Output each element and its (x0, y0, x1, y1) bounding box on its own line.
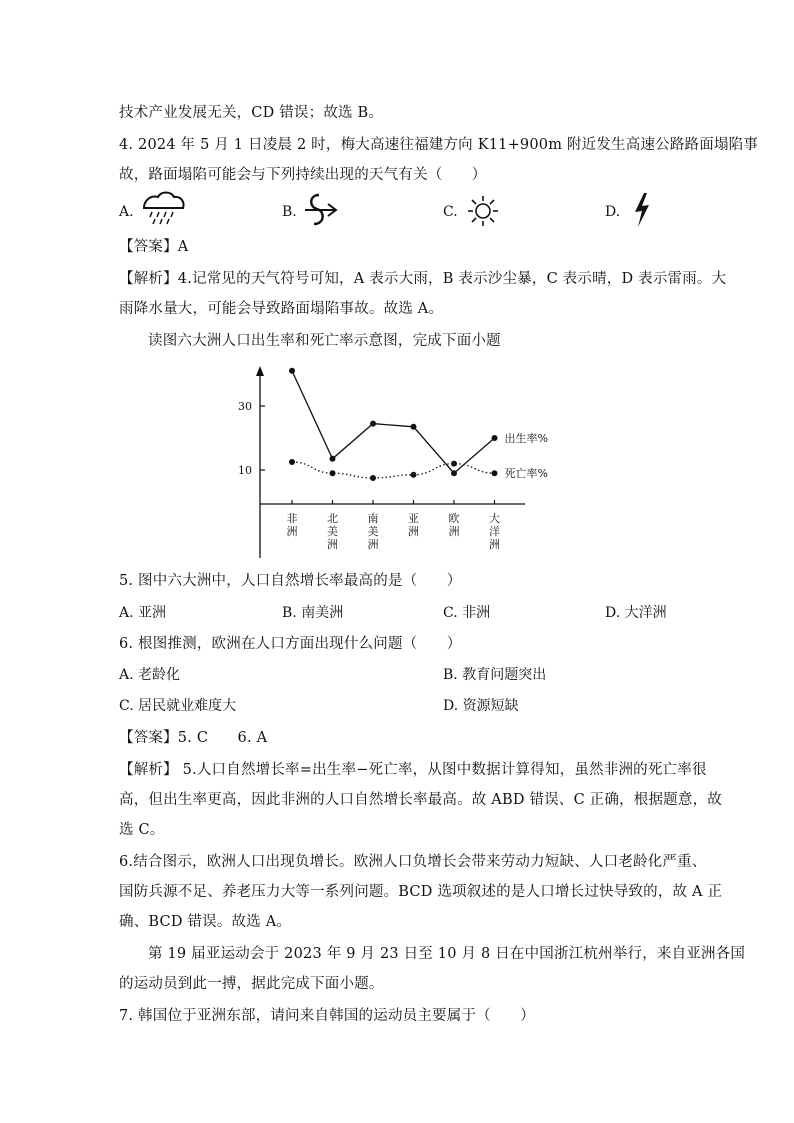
death-rate-point (492, 470, 498, 476)
x-tick-label: 洋 (489, 525, 500, 538)
q5-option-d: D. 大洋洲 (605, 605, 667, 621)
x-tick-label: 洲 (448, 525, 460, 538)
option-letter: D. (605, 204, 621, 220)
death-rate-point (330, 470, 336, 476)
birth-rate-point (451, 470, 457, 476)
series-line-death-rate (292, 462, 495, 478)
birth-rate-point (330, 456, 336, 462)
explanation-5-line-2: 高，但出生率更高，因此非洲的人口自然增长率最高。故 ABD 错误、C 正确，根据题意，故 (119, 792, 722, 808)
death-rate-point (370, 475, 376, 481)
explanation-6-line-3: 确、BCD 错误。故选 A。 (119, 914, 292, 930)
explanation-5-line-1: 【解析】 5.人口自然增长率=出生率−死亡率，从图中数据计算得知，虽然非洲的死亡率很 (119, 762, 707, 778)
x-tick-label: 欧 (448, 512, 460, 525)
series-label: 出生率% (504, 432, 548, 445)
birth-rate-point (411, 424, 417, 430)
y-axis-arrow (256, 366, 264, 376)
x-tick-label: 非 (286, 512, 298, 525)
explanation-6-line-1: 6.结合图示，欧洲人口出现负增长。欧洲人口负增长会带来劳动力短缺、人口老龄化严重、 (119, 854, 707, 870)
sandstorm-icon (303, 192, 339, 232)
q5-option-b: B. 南美洲 (282, 605, 344, 621)
option-letter: B. (282, 204, 297, 220)
birth-rate-point (289, 368, 295, 374)
question-5: 5. 图中六大洲中，人口自然增长率最高的是（ ） (119, 573, 462, 589)
q6-option-c: C. 居民就业难度大 (119, 698, 237, 714)
answer-4: 【答案】A (119, 239, 189, 255)
q4-option-b (282, 203, 297, 221)
q4-option-d (605, 203, 620, 221)
chart-labels (238, 400, 548, 551)
death-rate-point (411, 472, 417, 478)
option-letter: C. (443, 204, 458, 220)
intro-5-6: 读图六大洲人口出生率和死亡率示意图，完成下面小题 (148, 333, 501, 349)
x-tick-label: 洲 (327, 538, 338, 551)
x-tick-label: 洲 (367, 538, 379, 551)
population-rate-chart (230, 358, 560, 563)
death-rate-point (451, 461, 457, 467)
question-7: 7. 韩国位于亚洲东部，请问来自韩国的运动员主要属于（ ） (119, 1008, 535, 1024)
death-rate-point (289, 459, 295, 465)
explanation-4-line-2: 雨降水量大，可能会导致路面塌陷事故。故选 A。 (119, 301, 444, 317)
q4-option-a (119, 203, 134, 221)
sunny-icon (467, 195, 499, 231)
birth-rate-point (492, 435, 498, 441)
question-6: 6. 根图推测，欧洲在人口方面出现什么问题（ ） (119, 636, 462, 652)
intro-7-line-1: 第 19 届亚运动会于 2023 年 9 月 23 日至 10 月 8 日在中国浙江杭州举行，来自亚洲各国 (148, 946, 746, 962)
birth-rate-point (370, 421, 376, 427)
explanation-5-line-3: 选 C。 (119, 822, 165, 838)
y-tick-label: 10 (238, 464, 252, 477)
y-tick-label: 30 (238, 400, 252, 413)
q5-option-c: C. 非洲 (443, 605, 491, 621)
x-tick-label: 南 (367, 512, 379, 525)
line-1: 技术产业发展无关，CD 错误；故选 B。 (119, 105, 384, 121)
x-tick-label: 大 (489, 512, 500, 525)
option-letter: A. (119, 204, 134, 220)
x-tick-label: 美 (367, 525, 379, 538)
q6-option-b: B. 教育问题突出 (443, 667, 547, 683)
question-4-line-1: 4. 2024 年 5 月 1 日凌晨 2 时，梅大高速往福建方向 K11+900m 附近发生高速公路路面塌陷事 (119, 137, 759, 153)
answer-5-6: 【答案】5. C 6. A (119, 730, 268, 746)
x-tick-label: 美 (327, 525, 338, 538)
q5-option-a: A. 亚洲 (119, 605, 167, 621)
chart-series (289, 368, 498, 481)
series-label: 死亡率% (504, 467, 548, 481)
x-tick-label: 洲 (286, 525, 298, 538)
explanation-4-line-1: 【解析】4.记常见的天气符号可知，A 表示大雨，B 表示沙尘暴，C 表示晴，D 表示雷雨。大 (119, 271, 727, 287)
q6-option-a: A. 老龄化 (119, 667, 181, 683)
question-4-line-2: 故，路面塌陷可能会与下列持续出现的天气有关（ ） (119, 167, 487, 183)
heavy-rain-icon (140, 190, 186, 230)
q4-option-c (443, 203, 458, 221)
series-line-birth-rate (292, 371, 495, 473)
explanation-6-line-2: 国防兵源不足、养老压力大等一系列问题。BCD 选项叙述的是人口增长过快导致的，故 A 正 (119, 884, 723, 900)
x-tick-label: 亚 (408, 512, 419, 525)
x-tick-label: 北 (327, 512, 338, 525)
intro-7-line-2: 的运动员到此一搏，据此完成下面小题。 (119, 976, 384, 992)
thunderstorm-icon (632, 192, 652, 232)
q6-option-d: D. 资源短缺 (443, 698, 519, 714)
x-tick-label: 洲 (489, 538, 500, 551)
x-tick-label: 洲 (408, 525, 419, 538)
